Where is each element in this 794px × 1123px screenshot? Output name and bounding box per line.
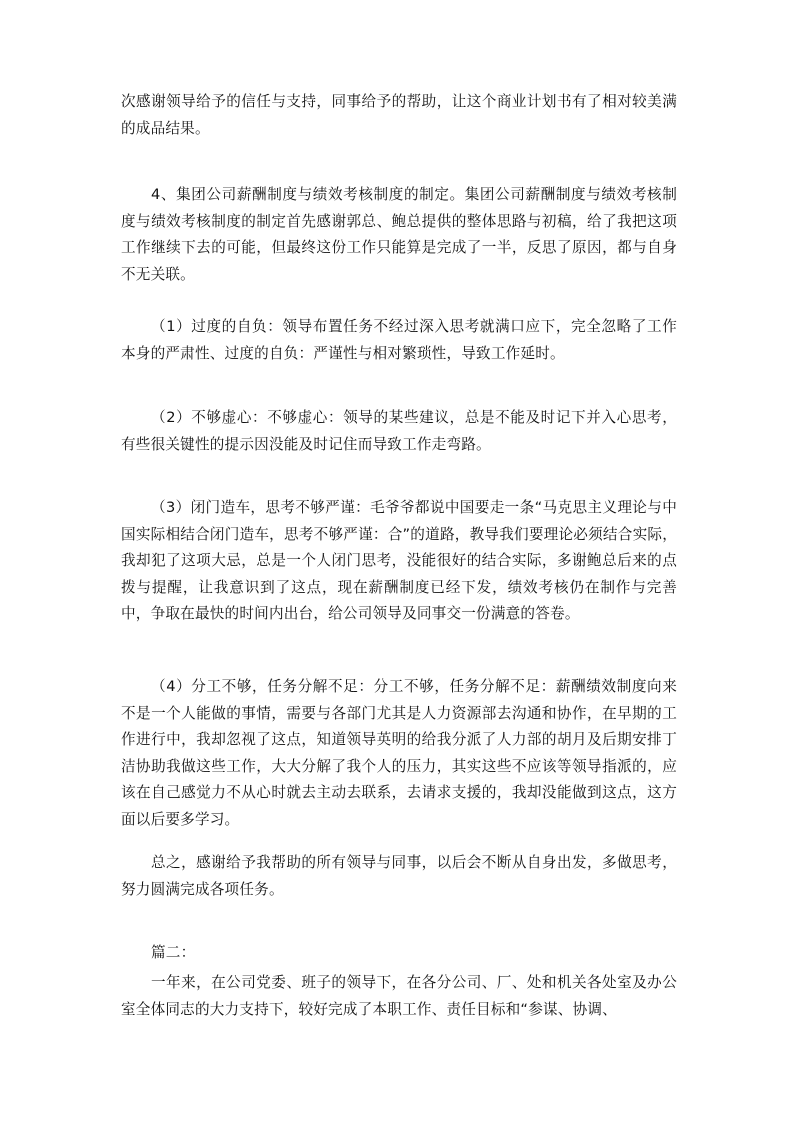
paragraph-continuation: 次感谢领导给予的信任与支持，同事给予的帮助，让这个商业计划书有了相对较美满的成品结果。 (121, 93, 677, 137)
paragraph-item-4: 4、集团公司薪酬制度与绩效考核制度的制定。集团公司薪酬制度与绩效考核制度与绩效考核制度的制定首先感谢郭总、鲍总提供的整体思路与初稿，给了我把这项工作继续下去的可能，但最终这份工作只能算是完成了一半，反思了原因，都与自身不无关联。 (121, 186, 677, 283)
paragraph-sub-2: （2）不够虚心：不够虚心：领导的某些建议，总是不能及时记下并入心思考，有些很关键性的提示因没能及时记住而导致工作走弯路。 (121, 409, 677, 453)
paragraph-sub-3: （3）闭门造车，思考不够严谨：毛爷爷都说中国要走一条“马克思主义理论与中国实际相结合闭门造车，思考不够严谨：合”的道路，教导我们要理论必须结合实际，我却犯了这项大忌，总是一个人闭门思考，没能很好的结合实际，多谢鲍总后来的点拨与提醒，让我意识到了这点，现在薪酬制度已经下发，绩效考核仍在制作与完善中，争取在最快的时间内出台，给公司领导及同事交一份满意的答卷。 (121, 499, 677, 622)
paragraph-sub-1: （1）过度的自负：领导布置任务不经过深入思考就满口应下，完全忽略了工作本身的严肃性、过度的自负：严谨性与相对繁琐性，导致工作延时。 (121, 318, 677, 362)
section-heading-part-two: 篇二： (151, 944, 196, 961)
paragraph-summary: 总之，感谢给予我帮助的所有领导与同事，以后会不断从自身出发，多做思考，努力圆满完成各项任务。 (121, 854, 677, 898)
paragraph-sub-4: （4）分工不够，任务分解不足：分工不够，任务分解不足：薪酬绩效制度向来不是一个人能做的事情，需要与各部门尤其是人力资源部去沟通和协作，在早期的工作进行中，我却忽视了这点，知道领导英明的给我分派了人力部的胡月及后期安排丁洁协助我做这些工作，大大分解了我个人的压力，其实这些不应该等领导指派的，应该在自己感觉力不从心时就去主动去联系，去请求支援的，我却没能做到这点，这方面以后要多学习。 (121, 678, 677, 828)
paragraph-part-two-intro: 一年来，在公司党委、班子的领导下，在各分公司、厂、处和机关各处室及办公室全体同志的大力支持下，较好完成了本职工作、责任目标和“参谋、协调、 (121, 974, 677, 1018)
